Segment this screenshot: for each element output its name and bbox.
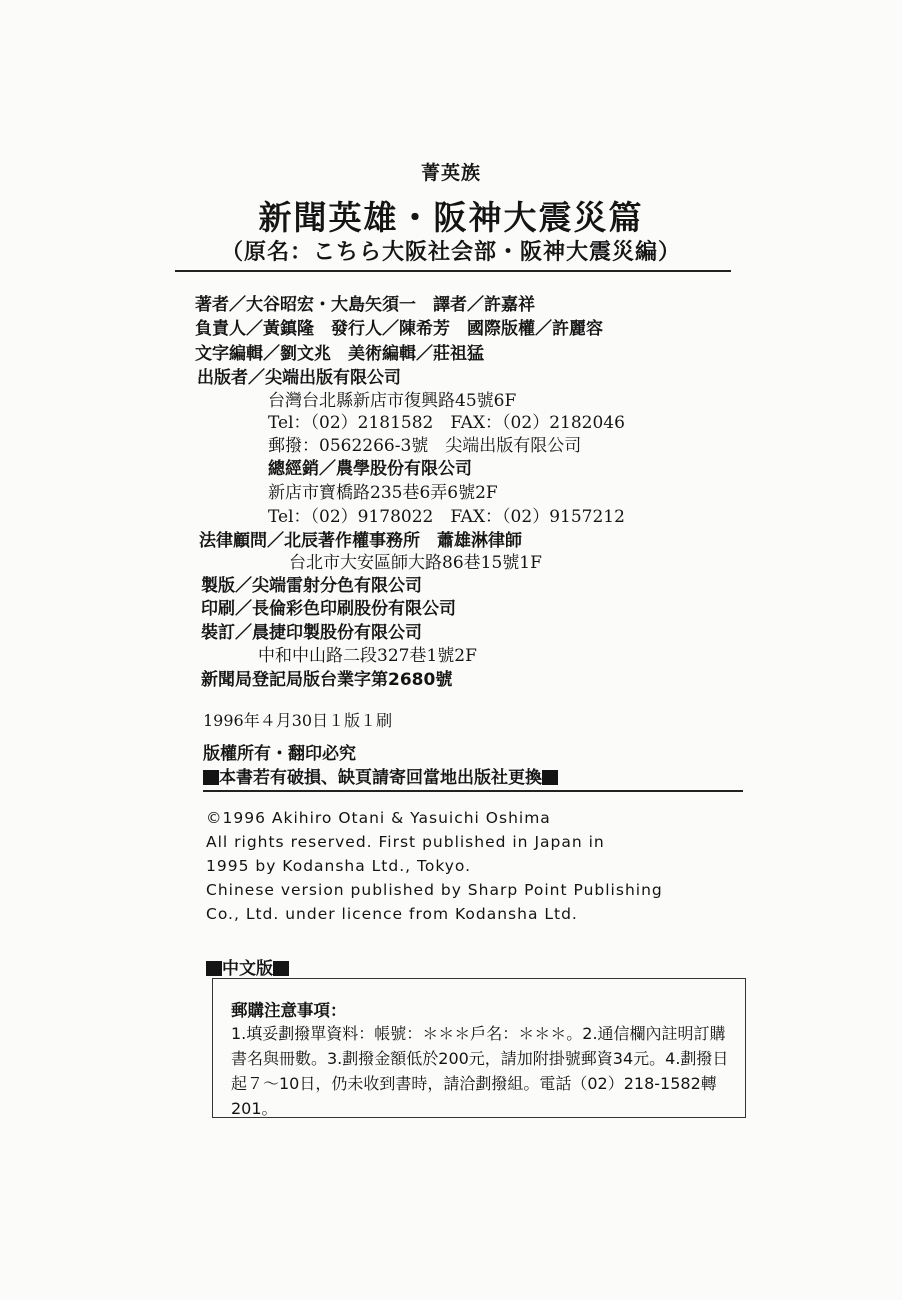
series-name: 菁英族 [420, 162, 481, 184]
title-divider [175, 270, 731, 272]
credit-plate-making: 製版／尖端雷射分色有限公司 [201, 576, 422, 596]
copyright-line: Co., Ltd. under licence from Kodansha Ltd. [206, 905, 578, 923]
chinese-version-label [206, 954, 289, 979]
credit-printing: 印刷／長倫彩色印刷股份有限公司 [201, 599, 456, 619]
credit-legal-address: 台北市大安區師大路86巷15號1F [289, 553, 542, 573]
copyright-line: 1995 by Kodansha Ltd., Tokyo. [206, 857, 472, 875]
copyright-divider [203, 790, 743, 792]
credit-publisher: 出版者／尖端出版有限公司 [197, 368, 401, 388]
rights-reserved: 版權所有・翻印必究 [203, 744, 356, 764]
credit-distributor: 總經銷／農學股份有限公司 [268, 459, 472, 479]
mail-order-notice-body: 1.填妥劃撥單資料：帳號：＊＊＊戶名：＊＊＊。2.通信欄內註明訂購書名與冊數。3.劃撥金額低於200元，請加附掛號郵資34元。4.劃撥日起７～10日，仍未收到書時，請洽劃撥組。電話（02）218-1582轉201。 [231, 1024, 729, 1118]
mail-order-notice-title: 郵購注意事項： [231, 1001, 347, 1020]
credit-registration: 新聞局登記局版台業字第2680號 [201, 670, 453, 690]
credit-publisher-people: 負責人／黃鎮隆 發行人／陳希芳 國際版權／許麗容 [195, 319, 603, 339]
square-bullet-icon [203, 770, 219, 785]
square-bullet-icon [206, 961, 222, 976]
damaged-book-notice [203, 763, 558, 788]
damaged-notice-text: 本書若有破損、缺頁請寄回當地出版社更換 [219, 768, 542, 788]
copyright-line: Chinese version published by Sharp Point Publishing [206, 881, 663, 899]
publication-date: 1996年４月30日１版１刷 [203, 711, 393, 730]
mail-order-notice-box [212, 978, 746, 1118]
copyright-line: All rights reserved. First published in Japan in [206, 833, 605, 851]
credit-binding-address: 中和中山路二段327巷1號2F [258, 646, 477, 666]
credit-postal-account: 郵撥：0562266-3號 尖端出版有限公司 [268, 436, 582, 456]
credit-authors: 著者／大谷昭宏・大島矢須一 譯者／許嘉祥 [195, 295, 535, 315]
original-title: （原名：こちら大阪社会部・阪神大震災編） [220, 240, 681, 265]
credit-binding: 裝訂／晨捷印製股份有限公司 [201, 623, 422, 643]
copyright-line: ©1996 Akihiro Otani & Yasuichi Oshima [206, 809, 551, 827]
chinese-version-text: 中文版 [222, 959, 273, 979]
english-copyright [206, 806, 663, 926]
credit-publisher-tel: Tel：（02）2181582 FAX：（02）2182046 [268, 413, 625, 433]
credit-distributor-tel: Tel：（02）9178022 FAX：（02）9157212 [268, 507, 625, 527]
square-bullet-icon [542, 770, 558, 785]
square-bullet-icon [273, 961, 289, 976]
book-title: 新聞英雄・阪神大震災篇 [258, 198, 644, 237]
credit-publisher-address: 台灣台北縣新店市復興路45號6F [268, 391, 517, 411]
credit-legal-counsel: 法律顧問／北辰著作權事務所 蕭雄淋律師 [199, 531, 522, 551]
credit-distributor-address: 新店市寶橋路235巷6弄6號2F [268, 483, 498, 503]
credit-editors: 文字編輯／劉文兆 美術編輯／莊祖猛 [195, 344, 484, 364]
